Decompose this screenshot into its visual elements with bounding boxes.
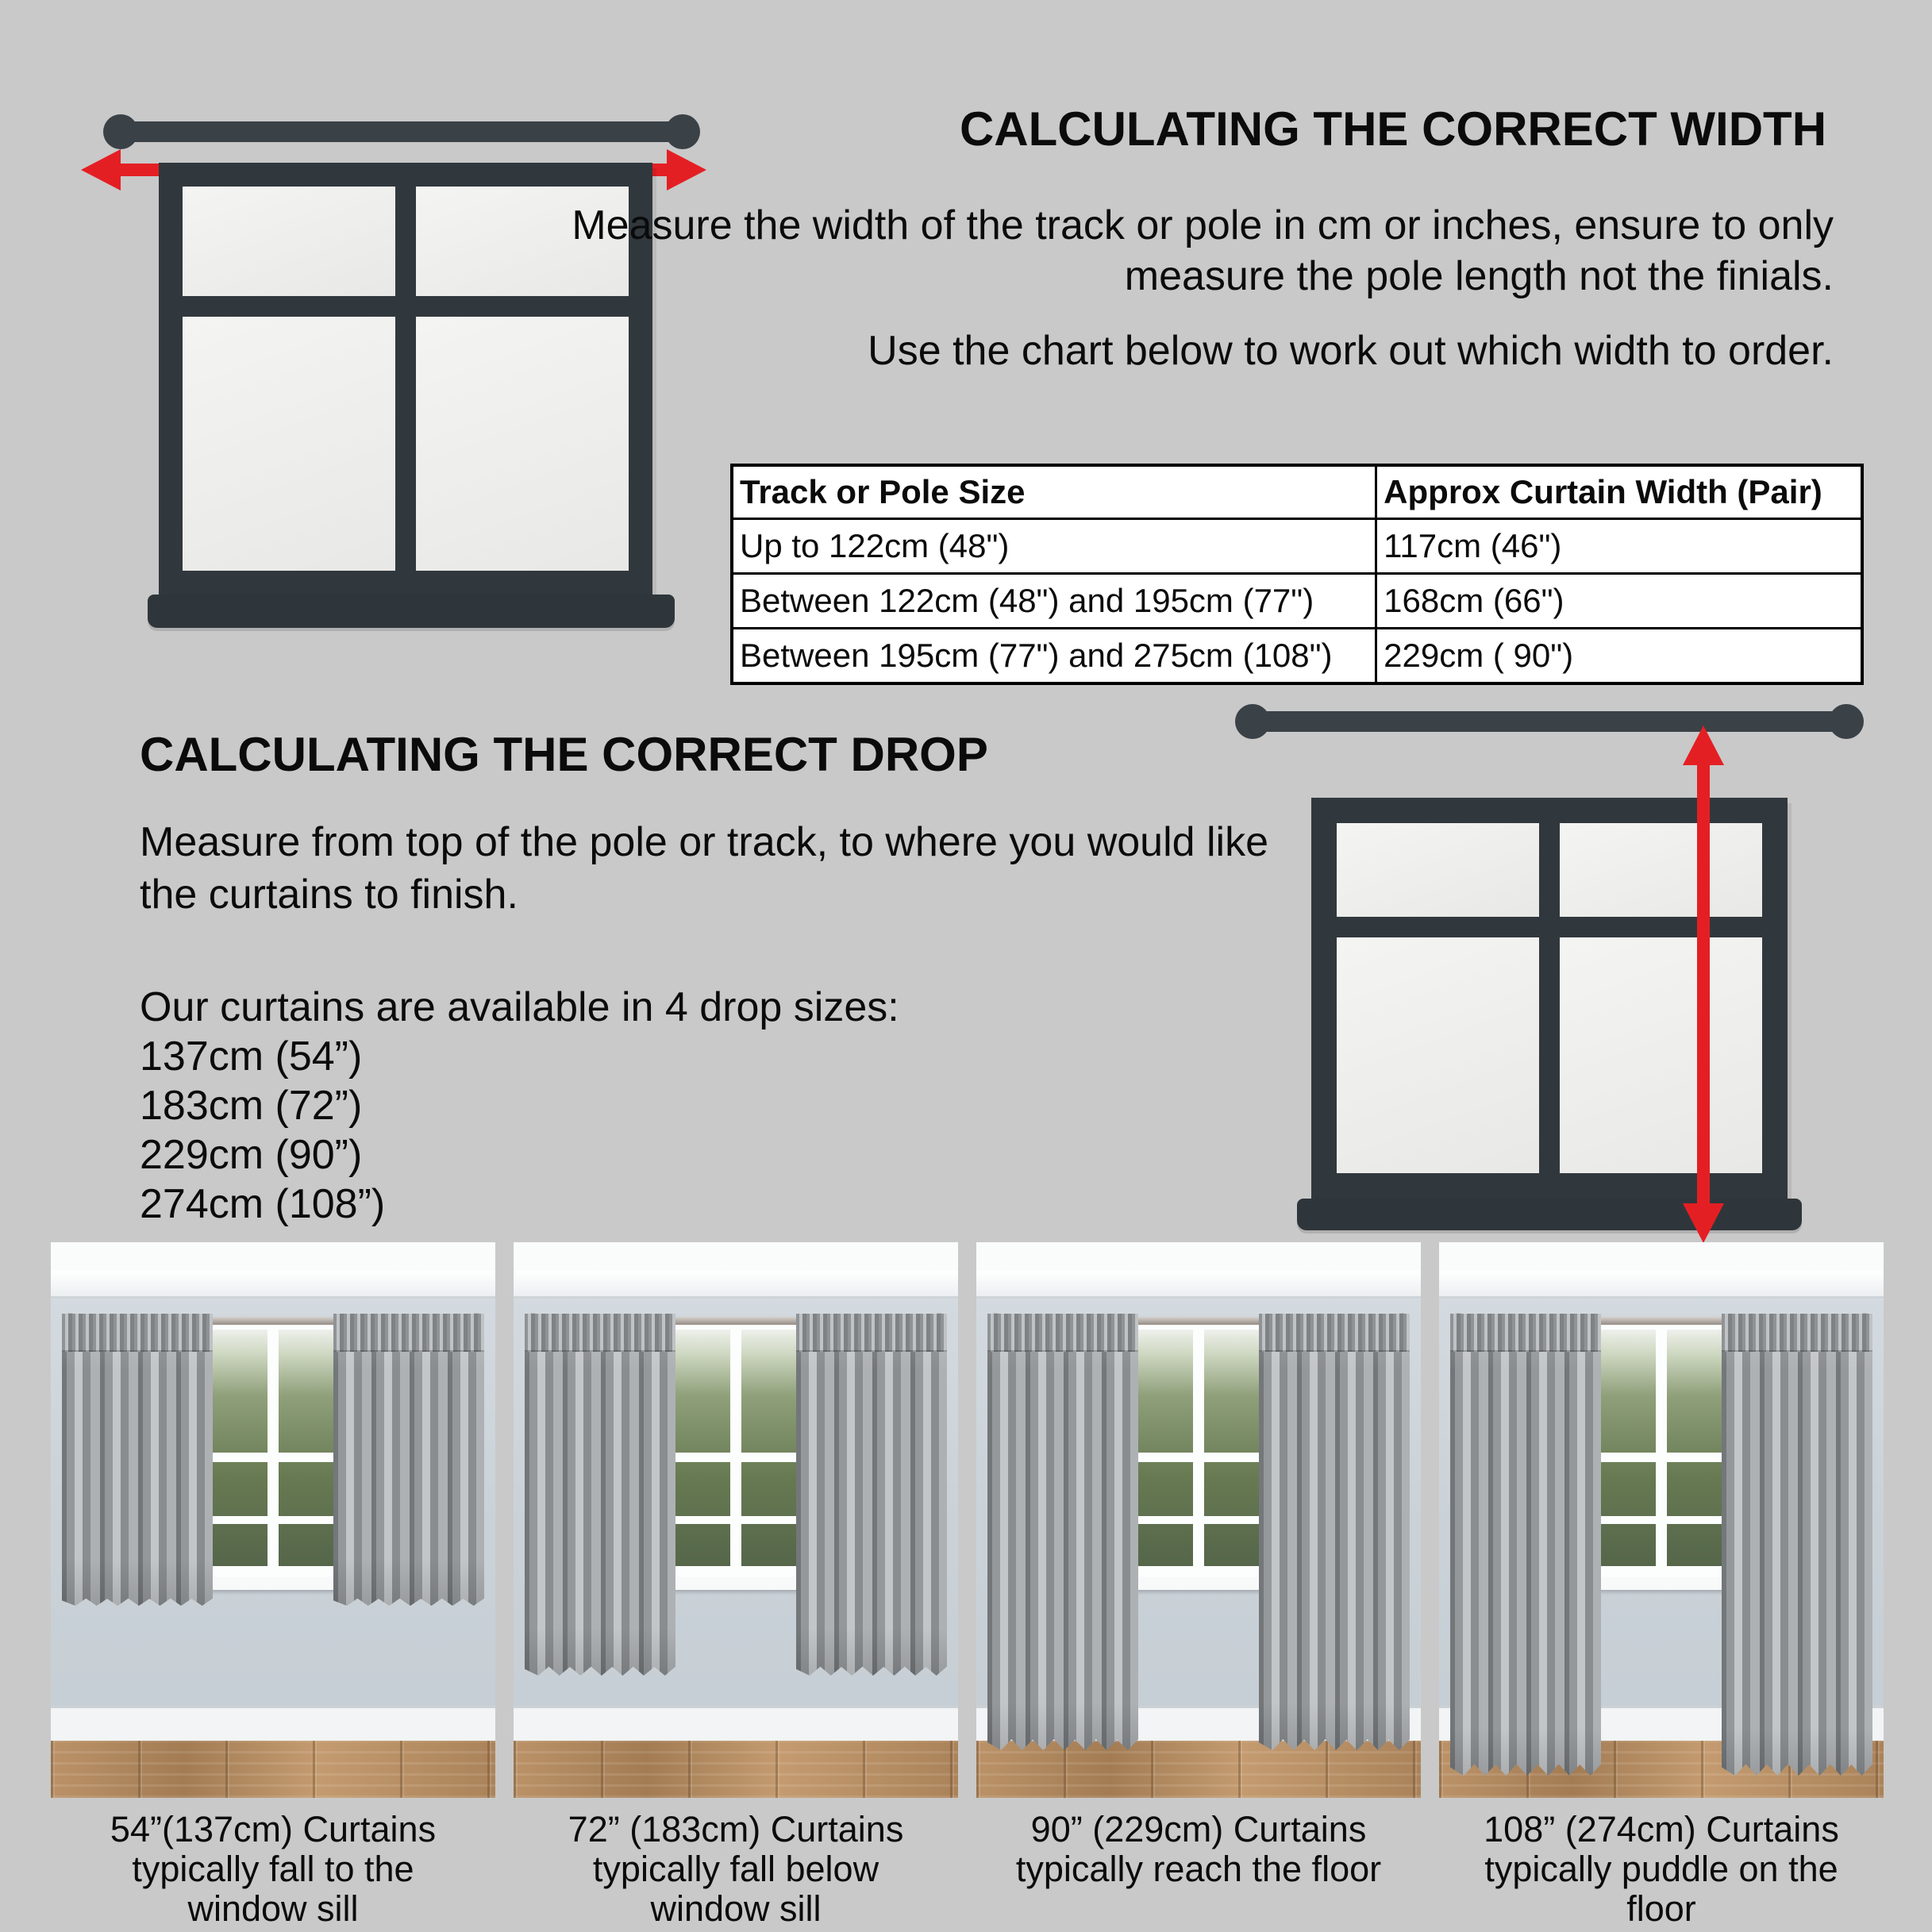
table-row bbox=[732, 574, 1862, 629]
drop-sizes-intro: Our curtains are available in 4 drop sizes: bbox=[140, 984, 899, 1030]
ceiling bbox=[976, 1242, 1421, 1271]
baseboard bbox=[51, 1706, 495, 1743]
width-instructions: Measure the width of the track or pole in cm or inches, ensure to only measure the pole length not the finials. bbox=[572, 202, 1834, 299]
window-pane bbox=[183, 187, 395, 296]
window-pane bbox=[1560, 937, 1762, 1173]
curtain-pole bbox=[119, 121, 683, 142]
curtain-panel bbox=[796, 1314, 947, 1676]
curtain-panel bbox=[333, 1314, 484, 1606]
column-header-curtain-width: Approx Curtain Width (Pair) bbox=[1376, 465, 1862, 519]
photo-caption-72 bbox=[514, 1810, 958, 1929]
window-sill bbox=[148, 595, 675, 628]
table-header-row bbox=[732, 465, 1862, 519]
drop-size-item: 137cm (54”) bbox=[140, 1033, 363, 1080]
drop-instructions: Measure from top of the pole or track, to where you would like the curtains to finish. bbox=[140, 819, 1269, 918]
crown-molding bbox=[51, 1271, 495, 1299]
curtain-panel bbox=[1450, 1314, 1601, 1776]
wood-floor bbox=[514, 1741, 958, 1798]
photo-caption-54 bbox=[51, 1810, 495, 1929]
curtain-pole bbox=[1251, 711, 1846, 732]
drop-size-item: 229cm (90”) bbox=[140, 1132, 363, 1178]
arrow-left-head-icon bbox=[81, 149, 121, 191]
drop-size-item: 274cm (108”) bbox=[140, 1181, 386, 1227]
caption-text: 72” (183cm) Curtains typically fall below window sill bbox=[568, 1809, 904, 1929]
arrow-right-head-icon bbox=[667, 149, 706, 191]
wood-floor bbox=[51, 1741, 495, 1798]
curtain-photo-54 bbox=[51, 1242, 495, 1798]
curtain-panel bbox=[1722, 1314, 1872, 1776]
curtain-panel bbox=[525, 1314, 675, 1676]
window-mullion bbox=[730, 1330, 741, 1566]
window-sill bbox=[1297, 1199, 1802, 1230]
curtain-photo-72 bbox=[514, 1242, 958, 1798]
caption-text: 54”(137cm) Curtains typically fall to the window sill bbox=[110, 1809, 437, 1929]
window-pane bbox=[1337, 937, 1539, 1173]
ceiling bbox=[514, 1242, 958, 1271]
table-cell: Between 122cm (48") and 195cm (77") bbox=[732, 574, 1376, 629]
column-header-track-size: Track or Pole Size bbox=[732, 465, 1376, 519]
window-pane bbox=[1560, 823, 1762, 917]
curtain-panel bbox=[62, 1314, 213, 1606]
table-cell: 117cm (46") bbox=[1376, 519, 1862, 574]
window-mullion bbox=[1193, 1330, 1204, 1566]
window-mullion bbox=[1656, 1330, 1667, 1566]
window-illustration bbox=[1311, 798, 1788, 1199]
table-row bbox=[732, 629, 1862, 684]
curtain-panel bbox=[987, 1314, 1138, 1750]
vertical-measure-arrow-icon bbox=[1697, 764, 1710, 1205]
drop-size-item: 183cm (72”) bbox=[140, 1083, 363, 1129]
baseboard bbox=[514, 1706, 958, 1743]
window-pane bbox=[183, 317, 395, 571]
arrow-down-head-icon bbox=[1683, 1203, 1724, 1243]
window-pane bbox=[1337, 823, 1539, 917]
ceiling bbox=[51, 1242, 495, 1271]
curtain-photo-90 bbox=[976, 1242, 1421, 1798]
curtain-panel bbox=[1259, 1314, 1410, 1750]
table-cell: Between 195cm (77") and 275cm (108") bbox=[732, 629, 1376, 684]
width-section-title: CALCULATING THE CORRECT WIDTH bbox=[959, 102, 1827, 156]
width-size-table bbox=[730, 464, 1864, 685]
photo-caption-90 bbox=[976, 1810, 1421, 1889]
photo-caption-108 bbox=[1439, 1810, 1884, 1929]
table-cell: 168cm (66") bbox=[1376, 574, 1862, 629]
caption-text: 108” (274cm) Curtains typically puddle on the floor bbox=[1484, 1809, 1839, 1929]
caption-text: 90” (229cm) Curtains typically reach the floor bbox=[1015, 1809, 1382, 1889]
table-cell: Up to 122cm (48") bbox=[732, 519, 1376, 574]
window-mullion bbox=[267, 1330, 279, 1566]
ceiling bbox=[1439, 1242, 1884, 1271]
drop-section-title: CALCULATING THE CORRECT DROP bbox=[140, 728, 988, 781]
crown-molding bbox=[976, 1271, 1421, 1299]
crown-molding bbox=[1439, 1271, 1884, 1299]
table-row bbox=[732, 519, 1862, 574]
table-cell: 229cm ( 90") bbox=[1376, 629, 1862, 684]
width-chart-note: Use the chart below to work out which width to order. bbox=[868, 328, 1834, 374]
arrow-up-head-icon bbox=[1683, 725, 1724, 765]
curtain-photo-108 bbox=[1439, 1242, 1884, 1798]
crown-molding bbox=[514, 1271, 958, 1299]
drop-sizes-list bbox=[140, 983, 1299, 1229]
